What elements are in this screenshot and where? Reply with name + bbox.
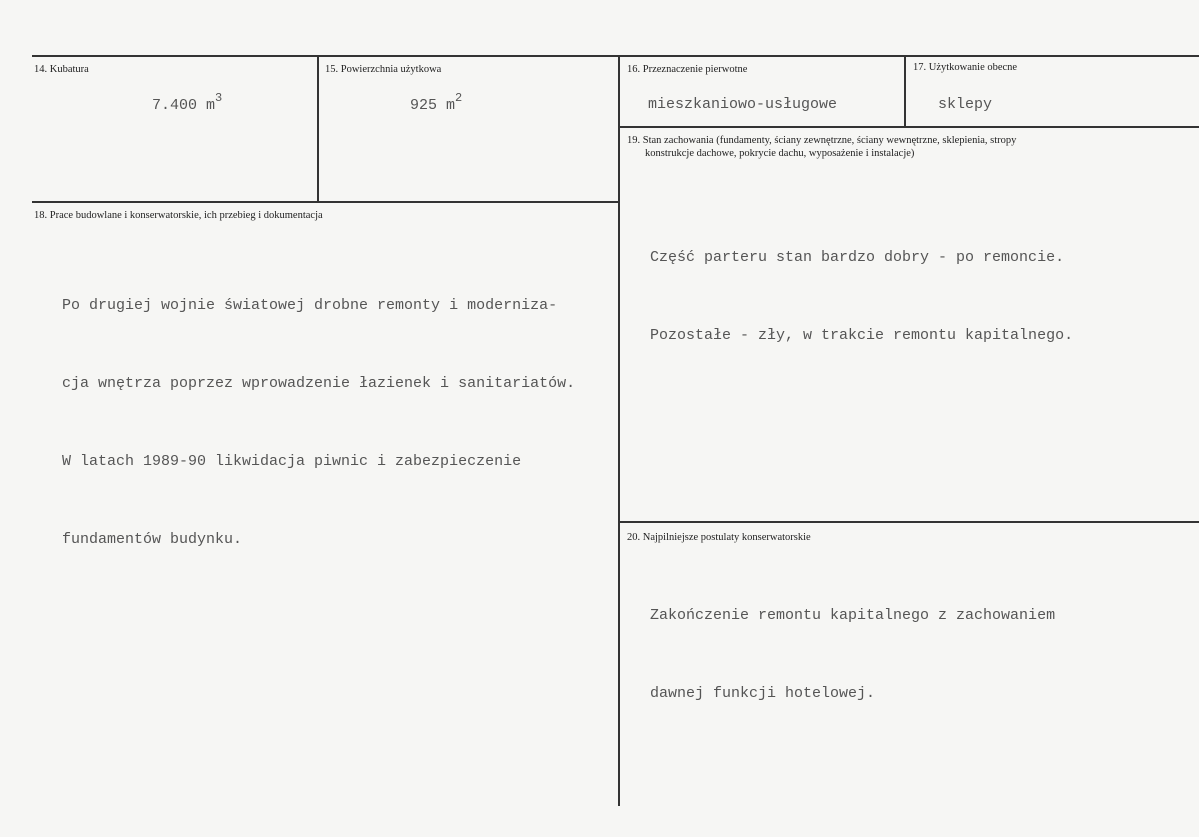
field-17-value: sklepy [938,96,993,113]
field-16-label: 16. Przeznaczenie pierwotne [627,64,748,75]
divider-center [618,56,620,806]
rule-under-row1-right [619,126,1199,128]
field-15-value [410,93,462,114]
field-15-label: 15. Powierzchnia użytkowa [325,64,442,75]
field-18-line: Po drugiej wojnie światowej drobne remonty i moderniza- [62,297,558,314]
divider-14-15 [317,56,319,202]
field-15-exponent: 2 [455,91,463,105]
field-20-text [650,551,1055,759]
field-18-text [62,241,575,605]
rule-under-row1-left [32,201,620,203]
field-19-text [650,193,1073,401]
field-19-label-line1: 19. Stan zachowania (fundamenty, ściany zewnętrzne, ściany wewnętrzne, sklepienia, stropy [627,135,1017,146]
field-14-exponent: 3 [215,91,223,105]
field-15-number: 925 m [410,97,456,114]
field-18-line: W latach 1989-90 likwidacja piwnic i zabezpieczenie [62,453,522,470]
rule-above-field20 [619,521,1199,523]
field-20-label: 20. Najpilniejsze postulaty konserwatorskie [627,532,811,543]
field-19-label-line2: konstrukcje dachowe, pokrycie dachu, wyposażenie i instalacje) [645,148,915,159]
field-19-line: Pozostałe - zły, w trakcie remontu kapitalnego. [650,327,1074,344]
field-20-line: dawnej funkcji hotelowej. [650,685,876,702]
divider-16-17 [904,56,906,127]
top-rule [32,55,1199,57]
field-20-line: Zakończenie remontu kapitalnego z zachowaniem [650,607,1056,624]
field-19-line: Część parteru stan bardzo dobry - po remoncie. [650,249,1065,266]
field-17-label: 17. Użytkowanie obecne [913,62,1018,73]
field-16-value: mieszkaniowo-usługowe [648,96,838,113]
field-14-number: 7.400 m [152,97,216,114]
field-14-label: 14. Kubatura [34,64,89,75]
field-14-value [152,93,222,114]
field-18-line: cja wnętrza poprzez wprowadzenie łazienek i sanitariatów. [62,375,576,392]
field-18-line: fundamentów budynku. [62,531,243,548]
field-18-label: 18. Prace budowlane i konserwatorskie, ich przebieg i dokumentacja [34,210,323,221]
